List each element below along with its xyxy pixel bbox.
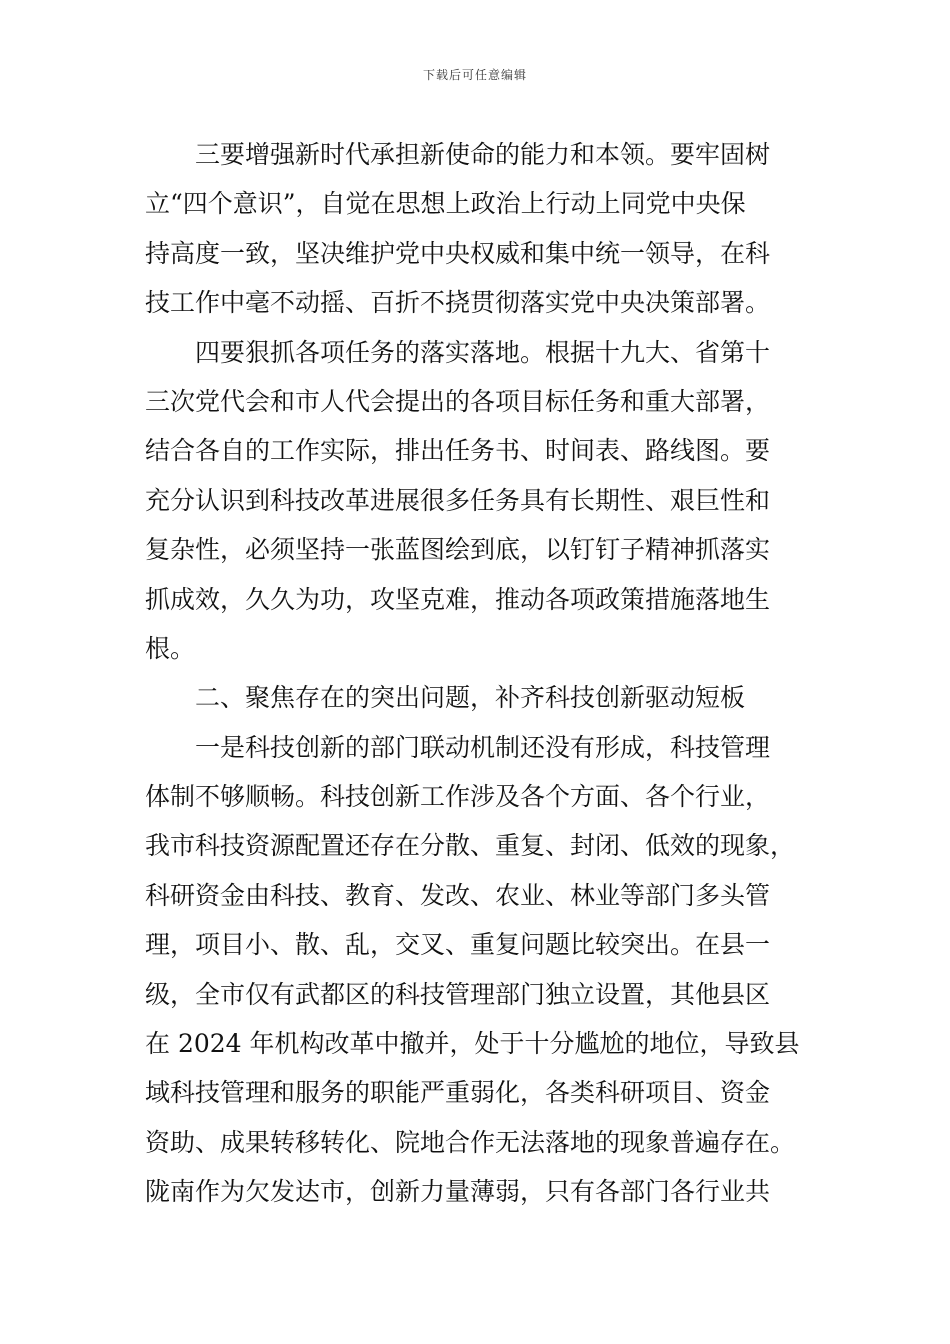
text-line: 级，全市仅有武都区的科技管理部门独立设置，其他县区 bbox=[145, 979, 771, 1009]
text-line: 立“四个意识”，自觉在思想上政治上行动上同党中央保 bbox=[145, 189, 746, 219]
text-line: 我市科技资源配置还存在分散、重复、封闭、低效的现象， bbox=[145, 831, 796, 861]
text-line: 理，项目小、散、乱，交叉、重复问题比较突出。在县一 bbox=[145, 930, 771, 960]
text-line: 三要增强新时代承担新使命的能力和本领。要牢固树 bbox=[195, 140, 771, 169]
document-body bbox=[145, 130, 805, 1217]
text-line: 复杂性，必须坚持一张蓝图绘到底，以钉钉子精神抓落实 bbox=[145, 535, 771, 565]
text-line: 持高度一致，坚决维护党中央权威和集中统一领导，在科 bbox=[145, 238, 771, 268]
text-line: 陇南作为欠发达市，创新力量薄弱，只有各部门各行业共 bbox=[145, 1177, 771, 1207]
text-line: 在 2024 年机构改革中撤并，处于十分尴尬的地位，导致县 bbox=[145, 1029, 800, 1059]
text-line: 四要狠抓各项任务的落实落地。根据十九大、省第十 bbox=[195, 337, 771, 367]
text-line: 三次党代会和市人代会提出的各项目标任务和重大部署， bbox=[145, 386, 771, 416]
page-header: 下载后可任意编辑 bbox=[422, 68, 527, 82]
text-line: 结合各自的工作实际，排出任务书、时间表、路线图。要 bbox=[145, 436, 771, 466]
text-line: 抓成效，久久为功，攻坚克难，推动各项政策措施落地生 bbox=[145, 584, 771, 614]
text-line: 域科技管理和服务的职能严重弱化，各类科研项目、资金 bbox=[145, 1078, 771, 1108]
text-line: 二、聚焦存在的突出问题，补齐科技创新驱动短板 bbox=[195, 683, 746, 713]
text-line: 体制不够顺畅。科技创新工作涉及各个方面、各个行业， bbox=[145, 782, 771, 812]
text-line: 资助、成果转移转化、院地合作无法落地的现象普遍存在。 bbox=[145, 1127, 796, 1157]
text-line: 科研资金由科技、教育、发改、农业、林业等部门多头管 bbox=[145, 880, 771, 910]
text-line: 一是科技创新的部门联动机制还没有形成，科技管理 bbox=[195, 732, 771, 762]
text-line: 根。 bbox=[145, 633, 196, 663]
text-line: 充分认识到科技改革进展很多任务具有长期性、艰巨性和 bbox=[145, 485, 771, 515]
text-line: 技工作中毫不动摇、百折不挠贯彻落实党中央决策部署。 bbox=[145, 288, 771, 318]
